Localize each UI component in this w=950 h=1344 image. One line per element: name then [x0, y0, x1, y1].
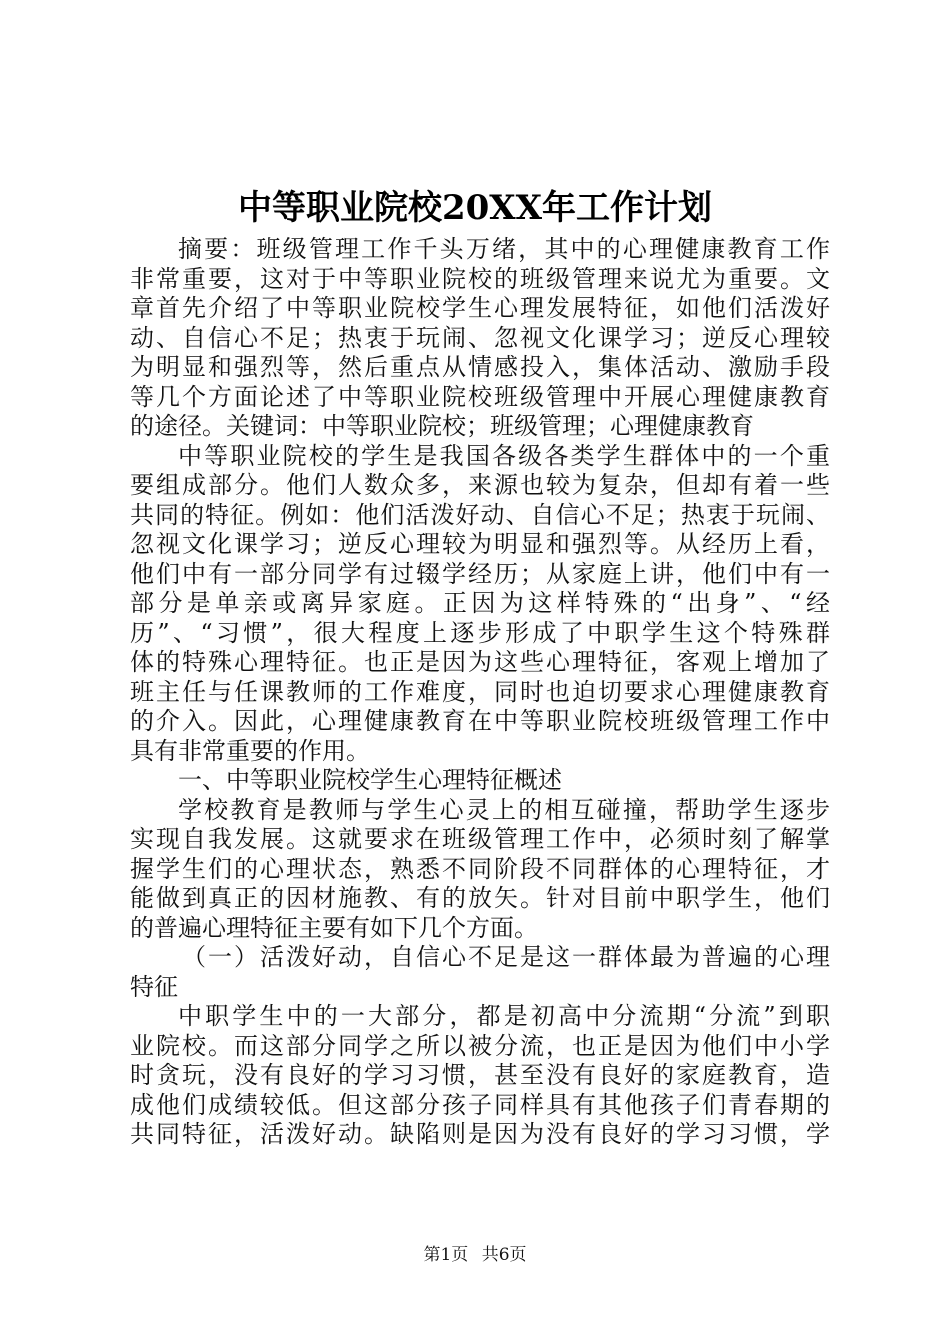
paragraph-line: 实现自我发展。这就要求在班级管理工作中，必须时刻了解掌: [130, 825, 830, 853]
paragraph-line: 摘要：班级管理工作千头万绪，其中的心理健康教育工作: [178, 235, 830, 263]
paragraph-line: 具有非常重要的作用。: [130, 736, 370, 765]
paragraph-line: 体的特殊心理特征。也正是因为这些心理特征，客观上增加了: [130, 648, 830, 676]
paragraph-line: 的介入。因此，心理健康教育在中等职业院校班级管理工作中: [130, 707, 830, 735]
document-body: [130, 235, 830, 1150]
paragraph-line: 班主任与任课教师的工作难度，同时也迫切要求心理健康教育: [130, 677, 830, 706]
paragraph-line: 握学生们的心理状态，熟悉不同阶段不同群体的心理特征，才: [130, 854, 830, 883]
paragraph-line: 章首先介绍了中等职业院校学生心理发展特征，如他们活泼好: [130, 294, 830, 322]
paragraph-line: 中等职业院校的学生是我国各级各类学生群体中的一个重: [178, 441, 830, 470]
paragraph-line: 为明显和强烈等，然后重点从情感投入，集体活动、激励手段: [130, 353, 830, 381]
paragraph-line: 成他们成绩较低。但这部分孩子同样具有其他孩子们青春期的: [130, 1090, 830, 1119]
paragraph-line: 部分是单亲或离异家庭。正因为这样特殊的“出身”、“经: [130, 589, 830, 617]
paragraph-line: 能做到真正的因材施教、有的放矢。针对目前中职学生，他们: [130, 884, 830, 912]
paragraph-line: 的普遍心理特征主要有如下几个方面。: [130, 913, 538, 942]
paragraph-line: 中职学生中的一大部分，都是初高中分流期“分流”到职: [178, 1002, 830, 1030]
paragraph-line: 共同的特征。例如：他们活泼好动、自信心不足；热衷于玩闹、: [130, 500, 830, 529]
page-number: 第1页: [423, 1245, 469, 1265]
paragraph-line: 忽视文化课学习；逆反心理较为明显和强烈等。从经历上看，: [130, 530, 830, 558]
paragraph-line: 时贪玩，没有良好的学习习惯，甚至没有良好的家庭教育，造: [130, 1061, 830, 1089]
paragraph-line: 等几个方面论述了中等职业院校班级管理中开展心理健康教育: [130, 382, 830, 411]
paragraph-line: 历”、“习惯”，很大程度上逐步形成了中职学生这个特殊群: [130, 618, 830, 647]
paragraph-line: 非常重要，这对于中等职业院校的班级管理来说尤为重要。文: [130, 264, 830, 293]
paragraph-line: 他们中有一部分同学有过辍学经历；从家庭上讲，他们中有一: [130, 559, 830, 588]
paragraph-line: 业院校。而这部分同学之所以被分流，也正是因为他们中小学: [130, 1031, 830, 1060]
paragraph-line: （一）活泼好动，自信心不足是这一群体最为普遍的心理: [182, 943, 830, 971]
paragraph-line: 要组成部分。他们人数众多，来源也较为复杂，但却有着一些: [130, 471, 830, 499]
paragraph-line: 动、自信心不足；热衷于玩闹、忽视文化课学习；逆反心理较: [130, 323, 830, 352]
paragraph-line: 共同特征，活泼好动。缺陷则是因为没有良好的学习习惯，学: [130, 1120, 830, 1148]
paragraph-line: 特征: [130, 972, 178, 1001]
section-heading-line: 一、中等职业院校学生心理特征概述: [178, 766, 562, 794]
paragraph-line: 学校教育是教师与学生心灵上的相互碰撞，帮助学生逐步: [178, 795, 830, 824]
page-total: 共6页: [481, 1245, 527, 1265]
document-title: 中等职业院校20XX年工作计划: [237, 188, 713, 228]
paragraph-line: 的途径。关键词：中等职业院校；班级管理；心理健康教育: [130, 412, 754, 440]
page-footer: [0, 1244, 950, 1266]
